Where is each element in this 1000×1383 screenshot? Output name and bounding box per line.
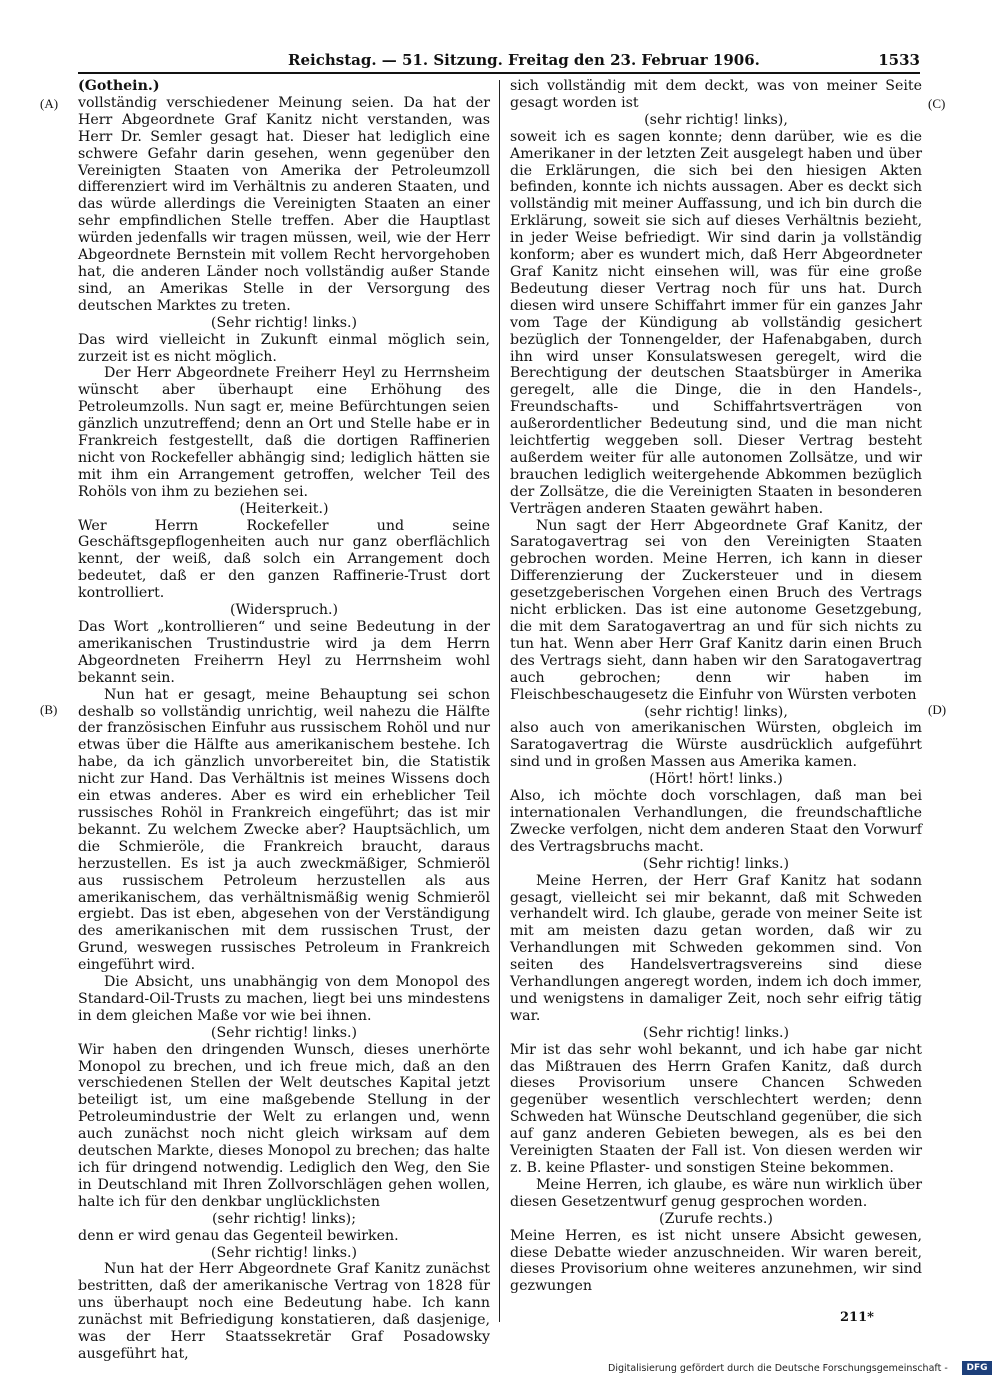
left-column-paragraph: Wer Herrn Rockefeller und seine Geschäftsgepflogenheiten auch nur ganz oberflächlich kennt, der weiß, daß solch ein Arrangement doch bedeutet, daß er den ganzen Raffinerie-Trust dort kontrolliert.	[78, 517, 490, 602]
right-column-paragraph: (sehr richtig! links),	[644, 703, 788, 720]
left-column-paragraph: denn er wird genau das Gegenteil bewirken.	[78, 1227, 399, 1244]
margin-marker-d: (D)	[928, 702, 947, 717]
page-title: Reichstag. — 51. Sitzung. Freitag den 23. Februar 1906.	[288, 51, 760, 69]
dfg-logo: DFG	[962, 1361, 992, 1375]
left-text-column	[78, 78, 490, 1362]
right-column-paragraph: Meine Herren, es ist nicht unsere Absicht gewesen, diese Debatte wieder anzuschneiden. Wir waren bereit, dieses Provisorium ohne weiteres anzunehmen, wir sind gezwungen	[510, 1227, 922, 1295]
left-column-paragraph: (Sehr richtig! links.)	[210, 314, 358, 331]
sheet-number: 211*	[840, 1310, 874, 1325]
right-text-column	[510, 78, 922, 1320]
right-column-paragraph: sich vollständig mit dem deckt, was von meiner Seite gesagt worden ist	[510, 78, 922, 111]
right-column-paragraph: Meine Herren, ich glaube, es wäre nun wirklich über diesen Gesetzentwurf genug gesprochen worden.	[510, 1176, 922, 1210]
margin-marker-b: (B)	[40, 702, 58, 717]
left-column-paragraph: Nun hat er gesagt, meine Behauptung sei schon deshalb so vollständig unrichtig, weil nahezu die Hälfte der französischen Einfuhr aus russischem Rohöl und nur etwas über die Hälfte aus amerikanischem bestehe. Ich habe, da ich gänzlich unvorbereitet bin, die Statistik nicht zur Hand. Das Verhältnis ist meines Wissens doch ein etwas anderes. Aber es wird ein erheblicher Teil russisches Rohöl in Frankreich eingeführt; das ist mir bekannt. Zu welchem Zwecke aber? Hauptsächlich, um die Schmieröle, die Frankreich braucht, daraus herzustellen. Es ist ja auch zweckmäßiger, Schmieröl aus russischem Petroleum herzustellen als aus amerikanischem, das verhältnismäßig wenig Schmieröl ergiebt. Das ist eben, abgesehen von der Verständigung des amerikanischen mit dem russischen Trust, der Grund, weswegen russisches Petroleum in Frankreich eingeführt wird.	[78, 686, 490, 974]
left-column-paragraph: Wir haben den dringenden Wunsch, dieses unerhörte Monopol zu brechen, und ich freue mich, daß an den verschiedenen Stellen der Welt deutsches Kapital jetzt beteiligt ist, um eine maßgebende Stellung in der Petroleumindustrie der Welt zu erlangen und, wenn auch zunächst noch nicht gleich wirksam auf dem deutschen Markte, dieses Monopol zu brechen; das halte ich für dringend notwendig. Lediglich den Weg, den Sie in Deutschland mit Ihren Zollvorschlägen gehen wollen, halte ich für den denkbar unglücklichsten	[78, 1041, 490, 1210]
right-column-paragraph: Meine Herren, der Herr Graf Kanitz hat sodann gesagt, vielleicht sei mir bekannt, daß mit Schweden verhandelt wird. Ich glaube, gerade von meiner Seite ist mit am meisten dazu getan worden, daß wir zu Verhandlungen mit Schweden gekommen sind. Von seiten des Handelsvertragsvereins sind diese Verhandlungen angeregt worden, indem ich doch immer, und wenigstens in damaliger Zeit, noch sehr eifrig tätig war.	[510, 872, 922, 1024]
left-column-paragraph: Nun hat der Herr Abgeordnete Graf Kanitz zunächst bestritten, daß der amerikanische Vertrag von 1828 für uns überhaupt noch eine Bedeutung habe. Ich kann zunächst mit Befriedigung konstatieren, daß dasjenige, was der Herr Staatssekretär Graf Posadowsky ausgeführt hat,	[78, 1261, 490, 1362]
right-column-paragraph: (Sehr richtig! links.)	[642, 1024, 790, 1041]
left-column-paragraph: (Heiterkeit.)	[239, 500, 329, 517]
left-column-paragraph: Das wird vielleicht in Zukunft einmal möglich sein, zurzeit ist es nicht möglich.	[78, 331, 490, 365]
right-column-paragraph: soweit ich es sagen konnte; denn darüber, wie es die Amerikaner in der letzten Zeit ausgelegt haben und über die Erklärungen, die sich bei den hiesigen Akten befinden, konnte ich nichts aussagen. Aber es deckt sich vollständig mit meiner Auffassung, und ich bin durch die Erklärung, soweit sie sich auf dieses Verhältnis bezieht, in jeder Weise befriedigt. Wir sind darin ja vollständig konform; aber es wundert mich, daß Herr Abgeordneter Graf Kanitz nicht einsehen will, was für eine große Bedeutung dieser Vertrag noch für uns hat. Durch diesen wird unsere Schiffahrt immer für ein ganzes Jahr vom Tage der Kündigung ab vollständig gesichert bezüglich der Tonnengelder, der Hafenabgaben, durch ihn wird unser Konsulatswesen geregelt, wird die Berechtigung der deutschen Staatsbürger in Amerika geregelt, alle die Dinge, die in den Handels-, Freundschafts- und Schiffahrtsverträgen von außerordentlicher Bedeutung sind, und die man nicht leichtfertig weggeben soll. Dieser Vertrag besteht außerdem weiter für alle autonomen Zollsätze, und wir brauchen lediglich weitergehende Abkommen bezüglich der Zollsätze, die die Vereinigten Staaten in besonderen Verträgen anderen Staaten gewährt haben.	[510, 128, 922, 517]
right-column-paragraph: (Hört! hört! links.)	[649, 771, 783, 788]
left-column-paragraph: Der Herr Abgeordnete Freiherr Heyl zu Herrnsheim wünscht aber überhaupt eine Erhöhung des Petroleumzolls. Nun sagt er, meine Befürchtungen seien gänzlich unzutreffend; denn an Ort und Stelle habe er in Frankreich festgestellt, daß die dortigen Raffinerien nicht von Rockefeller abhängig sind; lediglich hätten sie mit ihm ein Arrangement getroffen, welcher Teil des Rohöls von ihm zu beziehen sei.	[78, 365, 490, 500]
digitization-credit: Digitalisierung gefördert durch die Deutsche Forschungsgemeinschaft -	[608, 1363, 948, 1374]
left-column-paragraph: Die Absicht, uns unabhängig von dem Monopol des Standard-Oil-Trusts zu machen, liegt bei uns mindestens in dem gleichen Maße vor wie bei ihnen.	[78, 974, 490, 1024]
right-column-paragraph: Also, ich möchte doch vorschlagen, daß man bei internationalen Verhandlungen, die freundschaftliche Zwecke verfolgen, nicht dem anderen Staat den Vorwurf des Vertragsbruchs macht.	[510, 788, 922, 855]
page-number: 1533	[878, 51, 920, 69]
margin-marker-a: (A)	[40, 96, 59, 111]
left-column-paragraph: (Sehr richtig! links.)	[210, 1024, 358, 1041]
left-column-paragraph: (Gothein.)	[78, 78, 160, 94]
right-column-paragraph: (sehr richtig! links),	[644, 111, 788, 128]
left-column-paragraph: vollständig verschiedener Meinung seien. Da hat der Herr Abgeordnete Graf Kanitz nicht verstanden, was Herr Dr. Semler gesagt hat. Dieser hat lediglich eine schwere Gefahr darin gesehen, wenn gegenüber den Vereinigten Staaten von Amerika der Petroleumzoll differenziert wird im Verhältnis zu anderen Staaten, und das würde allerdings die Vereinigten Staaten an einer sehr empfindlichen Stelle treffen. Aber die Hauptlast würden jedenfalls wir tragen müssen, weil, wie der Herr Abgeordnete Bernstein mit vollem Recht hervorgehoben hat, die anderen Länder noch vollständig außer Stande sind, an Amerikas Stelle in der Versorgung des deutschen Marktes zu treten.	[78, 94, 490, 314]
header-rule	[78, 72, 920, 74]
left-column-paragraph: Das Wort „kontrollieren“ und seine Bedeutung in der amerikanischen Trustindustrie wird ja dem Herrn Abgeordneten Freiherrn Heyl zu Herrnsheim wohl bekannt sein.	[78, 619, 490, 686]
right-column-paragraph: also auch von amerikanischen Würsten, obgleich im Saratogavertrag die Würste ausdrücklich aufgeführt sind und in großen Massen aus Amerika kamen.	[510, 720, 922, 771]
right-column-paragraph: (Sehr richtig! links.)	[642, 855, 790, 872]
left-column-paragraph: (sehr richtig! links);	[212, 1210, 356, 1227]
right-column-paragraph: Mir ist das sehr wohl bekannt, und ich habe gar nicht das Mißtrauen des Herrn Grafen Kanitz, daß durch dieses Provisorium unsere Chancen Schweden gegenüber wesentlich verschlechtert werden; denn Schweden hat Wünsche Deutschland gegenüber, die sich auf ganz anderen Gebieten bewegen, als es bei den Vereinigten Staaten der Fall ist. Von diesen werden wir z. B. keine Pflaster- und sonstigen Steine bekommen.	[510, 1041, 922, 1176]
left-column-paragraph: (Widerspruch.)	[229, 602, 339, 619]
right-column-paragraph: (Zurufe rechts.)	[659, 1210, 773, 1227]
column-divider	[499, 80, 500, 1322]
page-header	[78, 48, 920, 72]
right-column-paragraph: Nun sagt der Herr Abgeordnete Graf Kanitz, der Saratogavertrag sei von den Vereinigten Staaten gebrochen worden. Meine Herren, ich kann in dieser Differenzierung der Zuckersteuer und in diesem gesetzgeberischen Vorgehen einen Bruch des Vertrags nicht erblicken. Das ist eine autonome Gesetzgebung, die mit dem Saratogavertrag an und für sich nichts zu tun hat. Wenn aber Herr Graf Kanitz darin einen Bruch des Vertrags sieht, dann haben wir den Saratogavertrag auch gebrochen; denn wir haben im Fleischbeschaugesetz die Einfuhr von Würsten verboten	[510, 517, 922, 703]
margin-marker-c: (C)	[928, 96, 946, 111]
left-column-paragraph: (Sehr richtig! links.)	[210, 1244, 358, 1261]
